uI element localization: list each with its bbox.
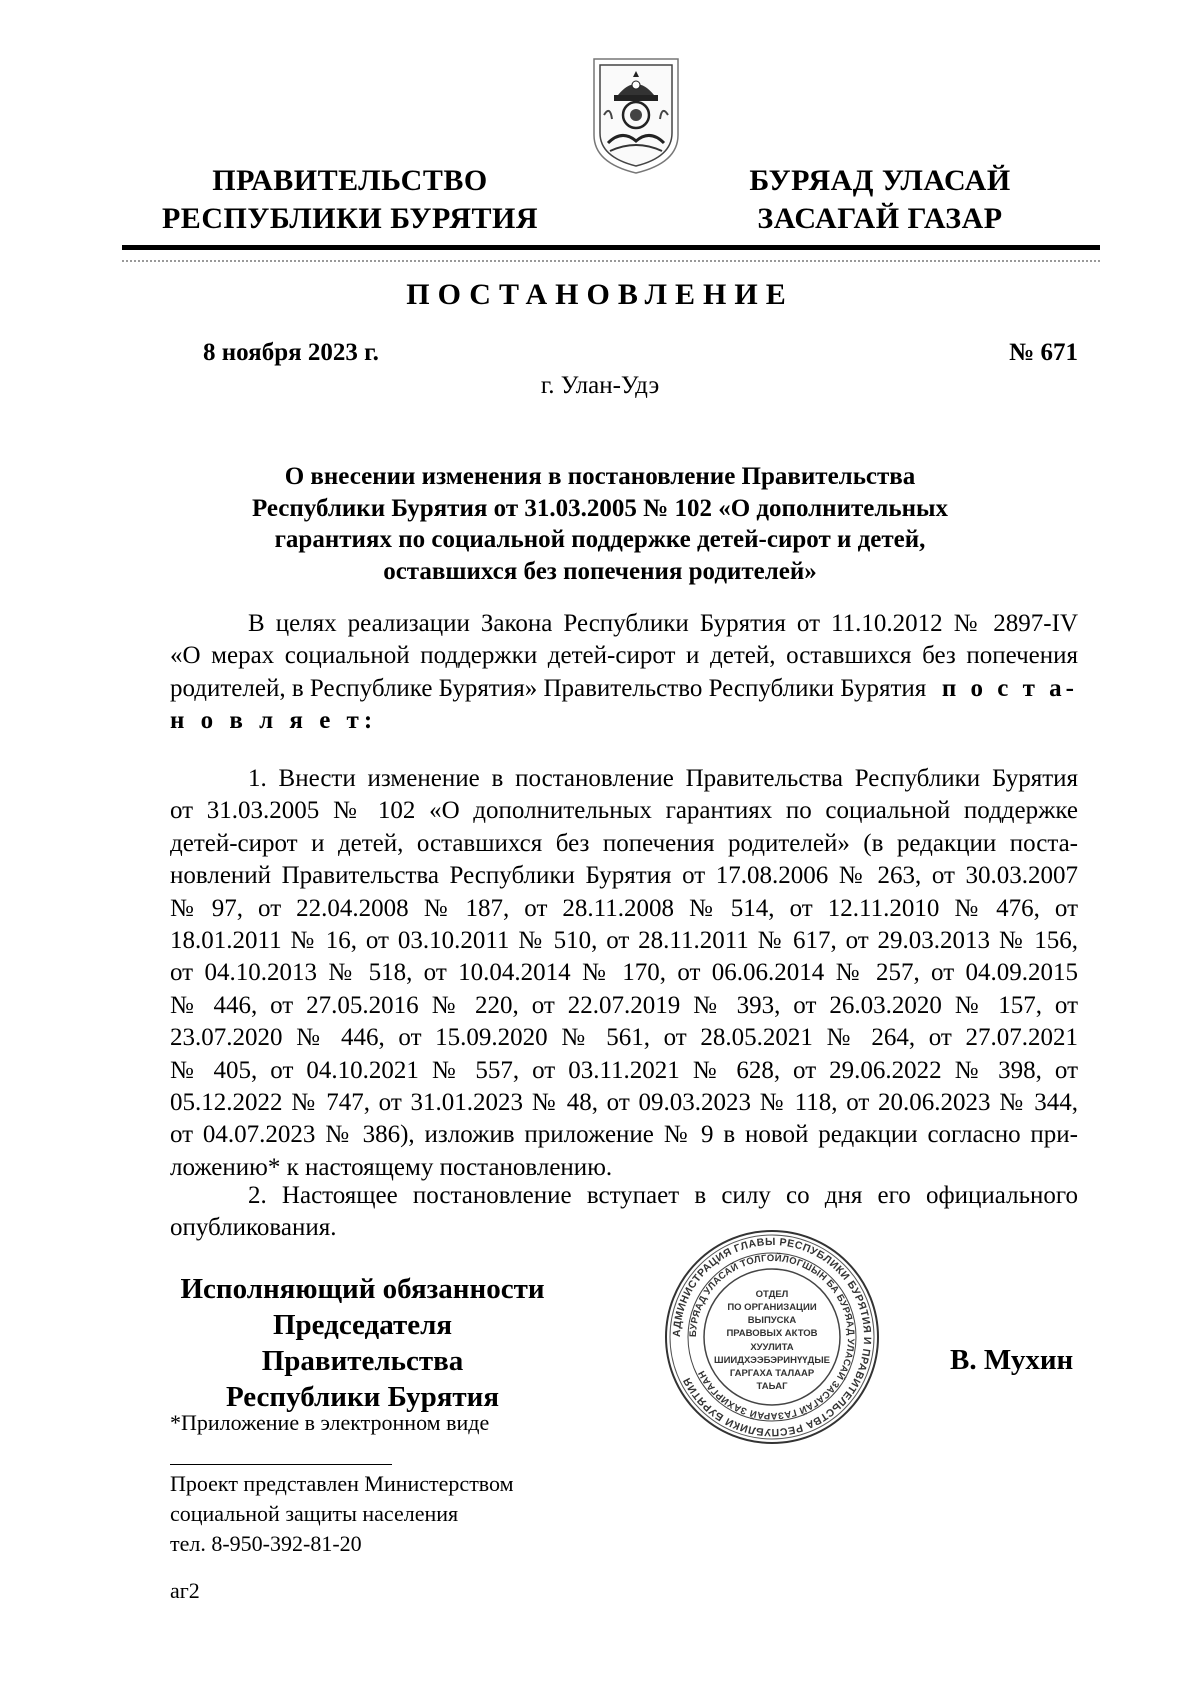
coat-of-arms-icon [590,55,682,175]
header-rule-thick [122,245,1100,250]
stamp-center-line: ГАРГАХА ТАЛААР [729,1368,815,1379]
item1-line: № 97, от 22.04.2008 № 187, от 28.11.2008 № 514, от 12.11.2010 № 476, от [170,894,1078,922]
preamble-line-text: родителей, в Республике Бурятия» Правительство Республики Бурятия [170,674,927,702]
doc-code: аг2 [170,1578,200,1603]
appendix-note: *Приложение в электронном виде [170,1410,490,1435]
title-line: гарантиях по социальной поддержке детей-сирот и детей, [274,526,926,553]
title-line: О внесении изменения в постановление Правительства [284,463,916,490]
item1-line: от 31.03.2005 № 102 «О дополнительных гарантиях по социальной поддержке [170,797,1078,825]
item2-line: опубликования. [170,1214,337,1242]
doc-date: 8 ноября 2023 г. [203,339,379,366]
stamp-inner-text: БУРЯАД УЛАСАЙ ТОЛГОЙЛОГШЫН БА БУРЯАД УЛАСАЙ ЗАСАГАЙ ГАЗАРАЙ ЗАХИРГААН [687,1252,857,1422]
header-right-line2: ЗАСАГАЙ ГАЗАР [757,202,1003,235]
doc-type: ПОСТАНОВЛЕНИЕ [406,278,794,311]
signature-name: В. Мухин [950,1344,1074,1376]
item1-line: 18.01.2011 № 16, от 03.10.2011 № 510, от 28.11.2011 № 617, от 29.03.2013 № 156, [170,927,1078,955]
footer-info [170,1469,514,1559]
header-left-line2: РЕСПУБЛИКИ БУРЯТИЯ [161,202,539,235]
preamble [170,608,1078,738]
preamble-line: В целях реализации Закона Республики Бурятия от 11.10.2012 № 2897-IV [248,610,1078,637]
preamble-spaced-b: н о в л я е т: [170,707,378,735]
seal-icon [662,1227,882,1447]
stamp-center-line: ПО ОРГАНИЗАЦИИ [727,1302,817,1313]
doc-title [170,461,1030,587]
item1-line: 05.12.2022 № 747, от 31.01.2023 № 48, от 09.03.2023 № 118, от 20.06.2023 № 344, [170,1089,1078,1117]
header-right-line1: БУРЯАД УЛАСАЙ [749,164,1011,197]
stamp-outer-text: АДМИНИСТРАЦИЯ ГЛАВЫ РЕСПУБЛИКИ БУРЯТИЯ И ПРАВИТЕЛЬСТВА РЕСПУБЛИКИ БУРЯТИЯ [670,1235,874,1439]
signature-title-line: Председателя Правительства [261,1309,464,1377]
item1-line: от 04.07.2023 № 386), изложив приложение № 9 в новой редакции согласно при- [170,1121,1078,1149]
footer-line: Проект представлен Министерством [170,1471,514,1496]
item-1 [170,763,1078,1184]
stamp-center-line: ШИИДХЭЭБЭРИНҮҮДЫЕ [714,1355,830,1366]
stamp-center-line: ВЫПУСКА [747,1315,797,1326]
doc-number: № 671 [1009,339,1078,366]
item1-line: 23.07.2020 № 446, от 15.09.2020 № 561, от 28.05.2021 № 264, от 27.07.2021 [170,1024,1078,1052]
header-rule-thin [122,260,1100,262]
footer-line: тел. 8-950-392-81-20 [170,1531,362,1556]
item1-line: от 04.10.2013 № 518, от 10.04.2014 № 170, от 06.06.2014 № 257, от 04.09.2015 [170,959,1078,987]
title-line: Республики Бурятия от 31.03.2005 № 102 «О дополнительных [251,494,949,522]
preamble-spaced-a: п о с т а- [941,674,1078,702]
footer-rule [170,1464,392,1465]
item1-line: новлений Правительства Республики Бурятия от 17.08.2006 № 263, от 30.03.2007 [170,862,1078,890]
signature-title-line: Исполняющий обязанности [180,1273,545,1305]
stamp-center-line: ПРАВОВЫХ АКТОВ [726,1328,818,1339]
stamp-center-line: ТАЬАГ [756,1381,788,1392]
item1-line: ложению* к настоящему постановлению. [170,1153,613,1181]
header-right [720,162,1040,238]
preamble-line [170,673,1078,705]
item1-line: 1. Внести изменение в постановление Правительства Республики Бурятия [248,765,1078,792]
header-left [140,162,560,238]
item2-line: 2. Настоящее постановление вступает в силу со дня его официального [248,1182,1078,1209]
header-left-line1: ПРАВИТЕЛЬСТВО [212,164,488,197]
stamp-center-line: ОТДЕЛ [755,1289,789,1300]
emblem [590,55,682,175]
footer-line: социальной защиты населения [170,1501,459,1526]
title-line: оставшихся без попечения родителей» [383,557,817,585]
signature-title-line: Республики Бурятия [225,1381,500,1413]
official-stamp [662,1227,882,1447]
signature-title [170,1271,555,1415]
doc-city: г. Улан-Удэ [540,372,660,399]
item-2 [170,1180,1078,1245]
item1-line: детей-сирот и детей, оставшихся без попечения родителей» (в редакции поста- [170,829,1078,857]
preamble-line: «О мерах социальной поддержки детей-сирот и детей, оставшихся без попечения [170,642,1078,670]
item1-line: № 446, от 27.05.2016 № 220, от 22.07.2019 № 393, от 26.03.2020 № 157, от [170,991,1078,1019]
item1-line: № 405, от 04.10.2021 № 557, от 03.11.2021 № 628, от 29.06.2022 № 398, от [170,1056,1078,1084]
stamp-center-line: ХУУЛИТА [750,1342,794,1353]
